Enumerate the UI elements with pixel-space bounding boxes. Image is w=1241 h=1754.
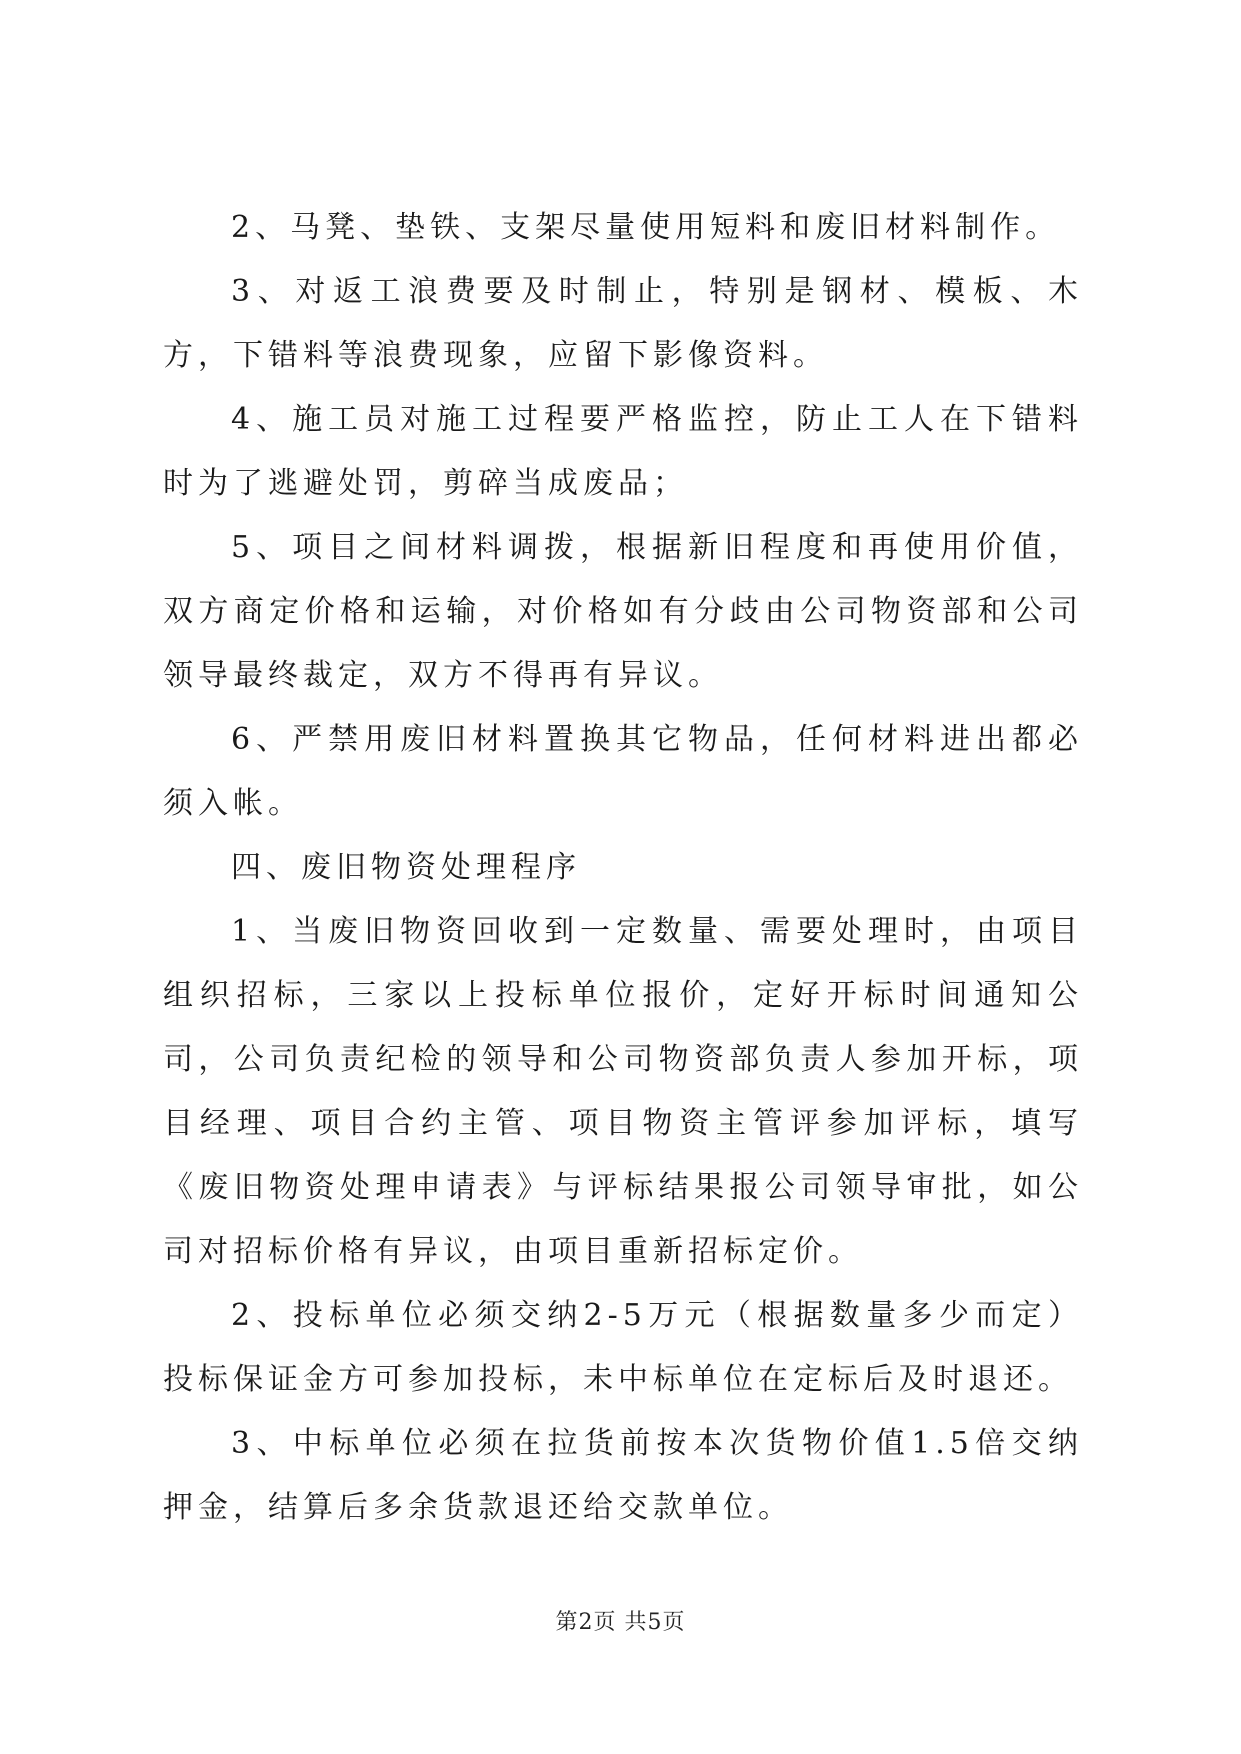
paragraph-item-3: 3、对返工浪费要及时制止，特别是钢材、模板、木方，下错料等浪费现象，应留下影像资料。	[163, 274, 1083, 373]
procedure-item-2: 2、投标单位必须交纳2-5万元（根据数量多少而定）投标保证金方可参加投标，未中标单位在定标后及时退还。	[163, 1298, 1083, 1397]
section-heading: 四、废旧物资处理程序	[231, 850, 581, 885]
document-body	[163, 196, 1083, 1540]
paragraph-item-5: 5、项目之间材料调拨，根据新旧程度和再使用价值，双方商定价格和运输，对价格如有分歧由公司物资部和公司领导最终裁定，双方不得再有异议。	[163, 530, 1083, 693]
page-footer	[0, 1605, 1241, 1636]
paragraph-item-6: 6、严禁用废旧材料置换其它物品，任何材料进出都必须入帐。	[163, 722, 1083, 821]
procedure-item-3: 3、中标单位必须在拉货前按本次货物价值1.5倍交纳押金，结算后多余货款退还给交款单位。	[163, 1426, 1083, 1525]
paragraph-item-2: 2、马凳、垫铁、支架尽量使用短料和废旧材料制作。	[231, 210, 1061, 245]
procedure-item-1: 1、当废旧物资回收到一定数量、需要处理时，由项目组织招标，三家以上投标单位报价，定好开标时间通知公司，公司负责纪检的领导和公司物资部负责人参加开标，项目经理、项目合约主管、项目物资主管评参加评标，填写《废旧物资处理申请表》与评标结果报公司领导审批，如公司对招标价格有异议，由项目重新招标定价。	[163, 914, 1083, 1269]
page-number-label: 第2页 共5页	[555, 1610, 686, 1635]
paragraph-item-4: 4、施工员对施工过程要严格监控，防止工人在下错料时为了逃避处罚，剪碎当成废品；	[163, 402, 1083, 501]
